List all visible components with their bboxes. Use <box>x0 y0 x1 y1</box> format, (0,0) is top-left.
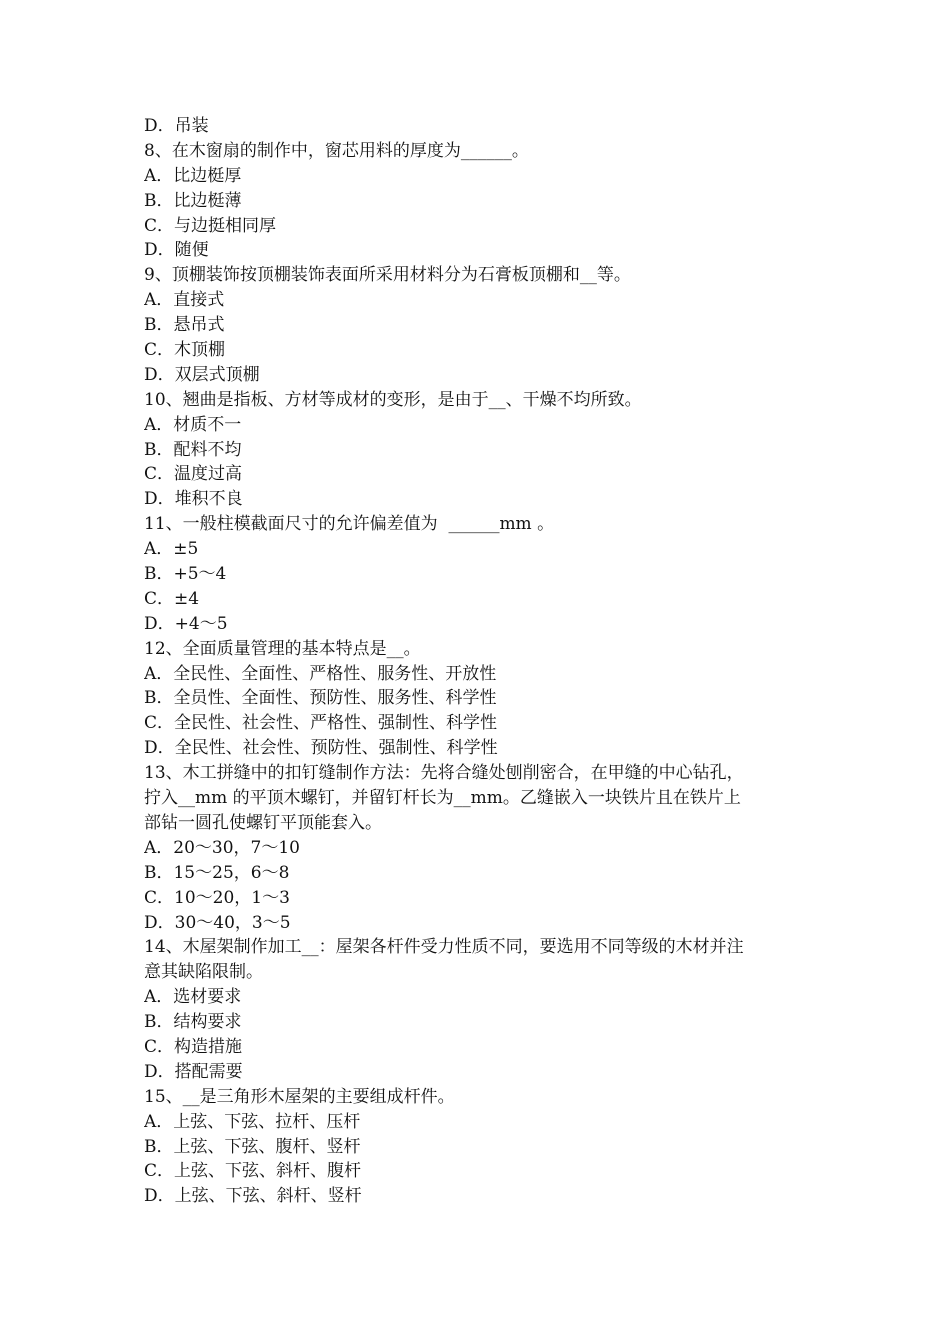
option-line: B．结构要求 <box>144 1012 242 1033</box>
question-14-continued: 意其缺陷限制。 <box>144 962 263 983</box>
option-line: C．10～20，1～3 <box>144 887 290 908</box>
option-line: B．上弦、下弦、腹杆、竖杆 <box>144 1136 361 1157</box>
question-12: 12、全面质量管理的基本特点是__。 <box>144 638 421 659</box>
option-line: D．上弦、下弦、斜杆、竖杆 <box>144 1186 362 1207</box>
option-line: C．±4 <box>144 588 200 609</box>
option-line: C．木顶棚 <box>144 340 226 361</box>
question-11: 11、一般柱模截面尺寸的允许偏差值为 ______mm 。 <box>144 514 555 535</box>
option-line: D．随便 <box>144 240 209 261</box>
option-line: A．上弦、下弦、拉杆、压杆 <box>144 1111 361 1132</box>
option-line: B．悬吊式 <box>144 315 225 336</box>
option-line: A．全民性、全面性、严格性、服务性、开放性 <box>144 663 497 684</box>
option-line: C．与边挺相同厚 <box>144 215 277 236</box>
option-line: B．配料不均 <box>144 439 242 460</box>
option-line: D．30～40，3～5 <box>144 912 291 933</box>
question-10: 10、翘曲是指板、方材等成材的变形，是由于__、干燥不均所致。 <box>144 389 642 410</box>
option-line: C．上弦、下弦、斜杆、腹杆 <box>144 1161 362 1182</box>
option-line: A．20～30，7～10 <box>144 837 300 858</box>
question-text-block <box>144 114 824 1209</box>
option-line: B．15～25，6～8 <box>144 862 290 883</box>
option-line: C．温度过高 <box>144 464 243 485</box>
question-9: 9、顶棚装饰按顶棚装饰表面所采用材料分为石膏板顶棚和__等。 <box>144 265 631 286</box>
option-line: C．构造措施 <box>144 1036 243 1057</box>
option-line: D．全民性、社会性、预防性、强制性、科学性 <box>144 738 498 759</box>
option-line: D．搭配需要 <box>144 1061 243 1082</box>
option-line: A．选材要求 <box>144 987 242 1008</box>
question-15: 15、__是三角形木屋架的主要组成杆件。 <box>144 1086 455 1107</box>
option-line: B．全员性、全面性、预防性、服务性、科学性 <box>144 688 497 709</box>
option-line: A．直接式 <box>144 290 225 311</box>
option-line: A．±5 <box>144 539 199 560</box>
option-line: D．+4～5 <box>144 613 228 634</box>
option-line: D．堆积不良 <box>144 489 243 510</box>
option-line: D．双层式顶棚 <box>144 364 260 385</box>
question-13: 13、木工拼缝中的扣钉缝制作方法：先将合缝处刨削密合，在甲缝的中心钻孔， <box>144 763 744 784</box>
option-line: D．吊装 <box>144 116 209 136</box>
option-line: B．比边梃薄 <box>144 190 242 211</box>
option-line: A．比边梃厚 <box>144 165 242 186</box>
question-14: 14、木屋架制作加工__：屋架各杆件受力性质不同，要选用不同等级的木材并注 <box>144 937 744 958</box>
question-13-continued: 部钻一圆孔使螺钉平顶能套入。 <box>144 812 382 833</box>
question-13-continued: 拧入__mm 的平顶木螺钉，并留钉杆长为__mm。乙缝嵌入一块铁片且在铁片上 <box>144 788 741 809</box>
option-line: A．材质不一 <box>144 414 242 435</box>
option-line: C．全民性、社会性、严格性、强制性、科学性 <box>144 713 498 734</box>
question-8: 8、在木窗扇的制作中，窗芯用料的厚度为______。 <box>144 140 529 161</box>
option-line: B．+5～4 <box>144 564 227 585</box>
